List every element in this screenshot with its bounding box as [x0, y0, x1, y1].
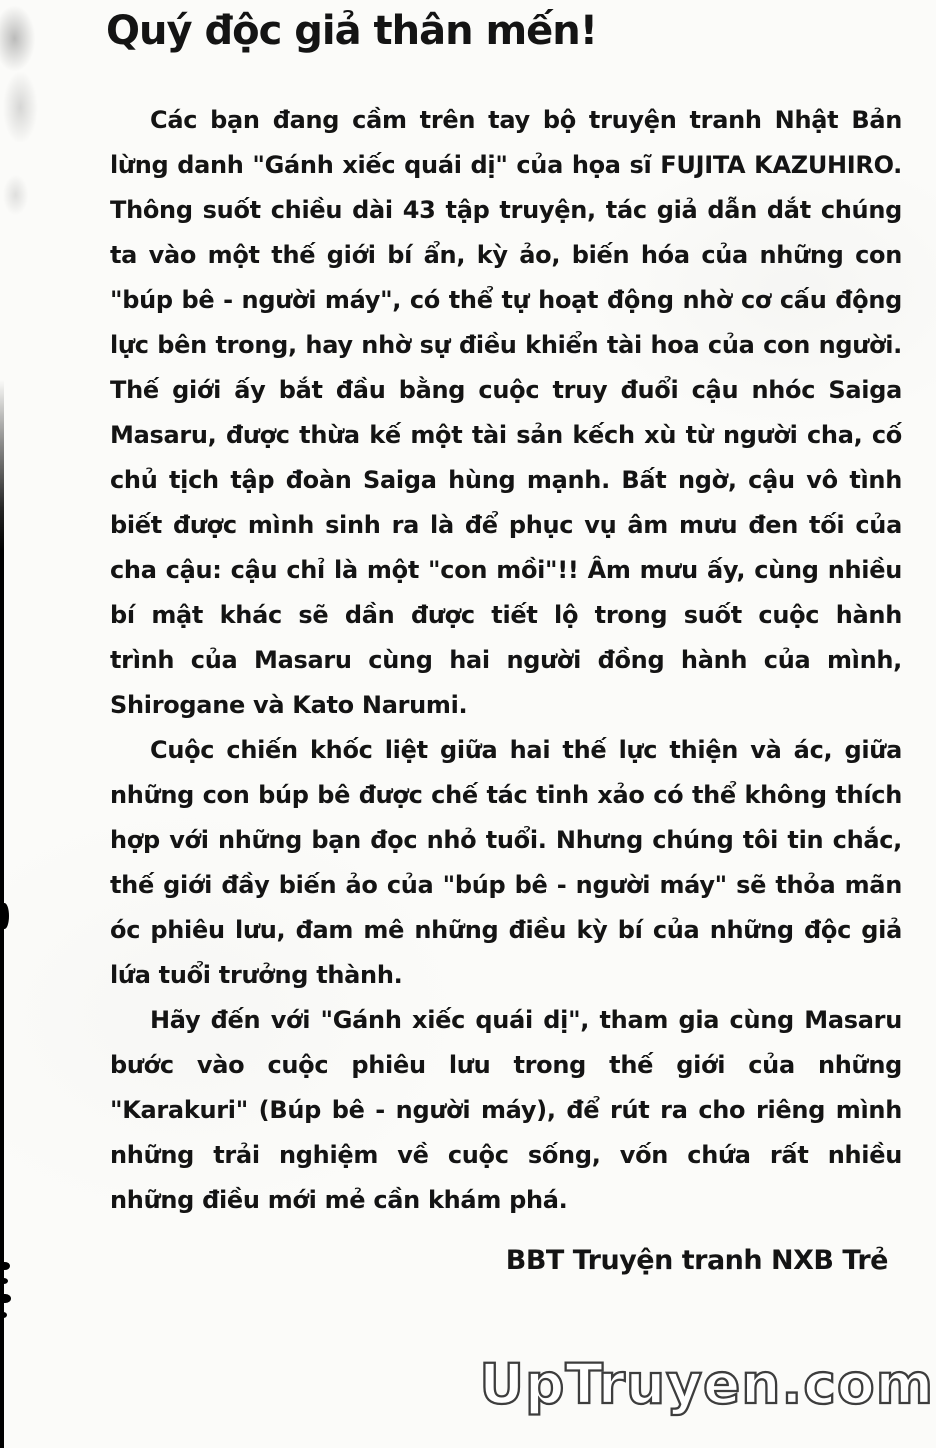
scan-ink-blob	[0, 1262, 10, 1270]
text-line: bước vào cuộc phiêu lưu trong thế giới của những	[110, 1051, 902, 1079]
scan-ink-blob	[0, 1278, 8, 1284]
scan-ink-blob	[0, 1312, 7, 1318]
text-line: Cuộc chiến khốc liệt giữa hai thế lực thiện và ác, giữa	[150, 736, 902, 764]
text-line: cha cậu: cậu chỉ là một "con mồi"!! Âm mưu ấy, cùng nhiều	[110, 556, 902, 584]
text-line: bí mật khác sẽ dần được tiết lộ trong suốt cuộc hành	[110, 601, 902, 629]
letter-body	[110, 98, 902, 1223]
text-line: Các bạn đang cầm trên tay bộ truyện tranh Nhật Bản	[150, 106, 902, 134]
text-line: Thông suốt chiều dài 43 tập truyện, tác giả dẫn dắt chúng	[110, 196, 902, 224]
scan-smudge	[2, 165, 36, 225]
scan-ink-blob	[0, 903, 9, 929]
text-line: lứa tuổi trưởng thành.	[110, 961, 403, 989]
text-line: những điều mới mẻ cần khám phá.	[110, 1186, 568, 1214]
text-line: thế giới đầy biến ảo của "búp bê - người máy" sẽ thỏa mãn	[110, 871, 902, 899]
paragraph	[110, 98, 902, 728]
page-title: Quý độc giả thân mến!	[106, 8, 598, 54]
signature-line: BBT Truyện tranh NXB Trẻ	[505, 1245, 888, 1276]
text-line: trình của Masaru cùng hai người đồng hành của mình,	[110, 646, 902, 674]
text-line: ta vào một thế giới bí ẩn, kỳ ảo, biến hóa của những con	[110, 241, 902, 269]
text-line: Masaru, được thừa kế một tài sản kếch xù từ người cha, cố	[110, 421, 902, 449]
watermark-uptruyen: UpTruyen.com	[479, 1352, 934, 1416]
text-line: "búp bê - người máy", có thể tự hoạt động nhờ cơ cấu động	[110, 286, 902, 314]
text-line: óc phiêu lưu, đam mê những điều kỳ bí của những độc giả	[110, 916, 902, 944]
text-line: "Karakuri" (Búp bê - người máy), để rút ra cho riêng mình	[110, 1096, 902, 1124]
text-line: Thế giới ấy bắt đầu bằng cuộc truy đuổi cậu nhóc Saiga	[110, 376, 902, 404]
scan-ink-blob	[0, 1294, 11, 1303]
paragraph	[110, 728, 902, 998]
text-line: Hãy đến với "Gánh xiếc quái dị", tham gia cùng Masaru	[150, 1006, 902, 1034]
paragraph	[110, 998, 902, 1223]
text-line: Shirogane và Kato Narumi.	[110, 691, 468, 719]
text-line: những con búp bê được chế tác tinh xảo có thể không thích	[110, 781, 902, 809]
text-line: biết được mình sinh ra là để phục vụ âm mưu đen tối của	[110, 511, 902, 539]
text-line: lừng danh "Gánh xiếc quái dị" của họa sĩ FUJITA KAZUHIRO.	[110, 151, 902, 179]
text-line: hợp với những bạn đọc nhỏ tuổi. Nhưng chúng tôi tin chắc,	[110, 826, 902, 854]
scan-smudge	[0, 4, 58, 142]
text-line: lực bên trong, hay nhờ sự điều khiển tài hoa của con người.	[110, 331, 902, 359]
text-line: những trải nghiệm về cuộc sống, vốn chứa rất nhiều	[110, 1141, 902, 1169]
text-line: chủ tịch tập đoàn Saiga hùng mạnh. Bất ngờ, cậu vô tình	[110, 466, 902, 494]
